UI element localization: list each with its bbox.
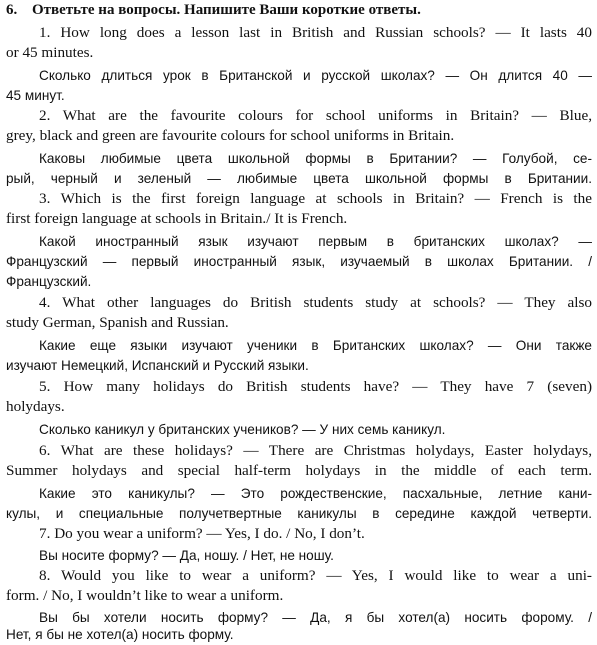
- text-line: Французский.: [6, 274, 92, 289]
- text-line: 45 минут.: [6, 88, 65, 103]
- text-line: 8. Would you like to wear a uniform? — Yes, I would like to wear a uni-: [39, 567, 592, 584]
- text-line: изучают Немецкий, Испанский и Русский языки.: [6, 358, 309, 373]
- text-line: 1. How long does a lesson last in British and Russian schools? — It lasts 40: [39, 24, 592, 41]
- text-line: first foreign language at schools in Britain./ It is French.: [6, 210, 348, 227]
- text-line: 5. How many holidays do British students have? — They have 7 (seven): [39, 378, 592, 395]
- exercise-number: 6.: [6, 2, 18, 18]
- text-line: form. / No, I wouldn’t like to wear a uniform.: [6, 587, 284, 604]
- text-line: Нет, я бы не хотел(а) носить форму.: [6, 627, 234, 642]
- text-line: Какой иностранный язык изучают первым в британских школах? —: [39, 234, 592, 249]
- text-line: 6. What are these holidays? — There are Christmas holydays, Easter holydays,: [39, 442, 592, 459]
- text-line: Каковы любимые цвета школьной формы в Британии? — Голубой, се-: [39, 151, 592, 166]
- text-line: 2. What are the favourite colours for school uniforms in Britain? — Blue,: [39, 107, 592, 124]
- text-line: Французский — первый иностранный язык, изучаемый в школах Британии. /: [6, 254, 592, 269]
- text-line: Вы носите форму? — Да, ношу. / Нет, не ношу.: [39, 548, 334, 563]
- text-line: Сколько каникул у британских учеников? — У них семь каникул.: [39, 422, 446, 437]
- text-line: grey, black and green are favourite colours for school uniforms in Britain.: [6, 127, 455, 144]
- text-line: Summer holydays and special half-term holydays in the middle of each term.: [6, 462, 592, 479]
- text-line: 7. Do you wear a uniform? — Yes, I do. / No, I don’t.: [39, 525, 365, 542]
- text-line: Сколько длиться урок в Британской и русской школах? — Он длится 40 —: [39, 68, 592, 83]
- exercise-heading: [6, 2, 421, 19]
- text-line: 4. What other languages do British students study at schools? — They also: [39, 294, 592, 311]
- text-line: holydays.: [6, 398, 65, 415]
- text-line: рый, черный и зеленый — любимые цвета школьной формы в Британии.: [6, 171, 592, 186]
- text-line: or 45 minutes.: [6, 44, 94, 61]
- text-line: кулы, и специальные получетвертные каникулы в середине каждой четверти.: [6, 506, 592, 521]
- text-line: Какие еще языки изучают ученики в Британских школах? — Они также: [39, 338, 592, 353]
- text-line: 3. Which is the first foreign language at schools in Britain? — French is the: [39, 190, 592, 207]
- text-line: Какие это каникулы? — Это рождественские, пасхальные, летние кани-: [39, 486, 592, 501]
- text-line: study German, Spanish and Russian.: [6, 314, 229, 331]
- text-line: Вы бы хотели носить форму? — Да, я бы хотел(а) носить форому. /: [39, 610, 592, 625]
- exercise-title: Ответьте на вопросы. Напишите Ваши короткие ответы.: [32, 2, 421, 18]
